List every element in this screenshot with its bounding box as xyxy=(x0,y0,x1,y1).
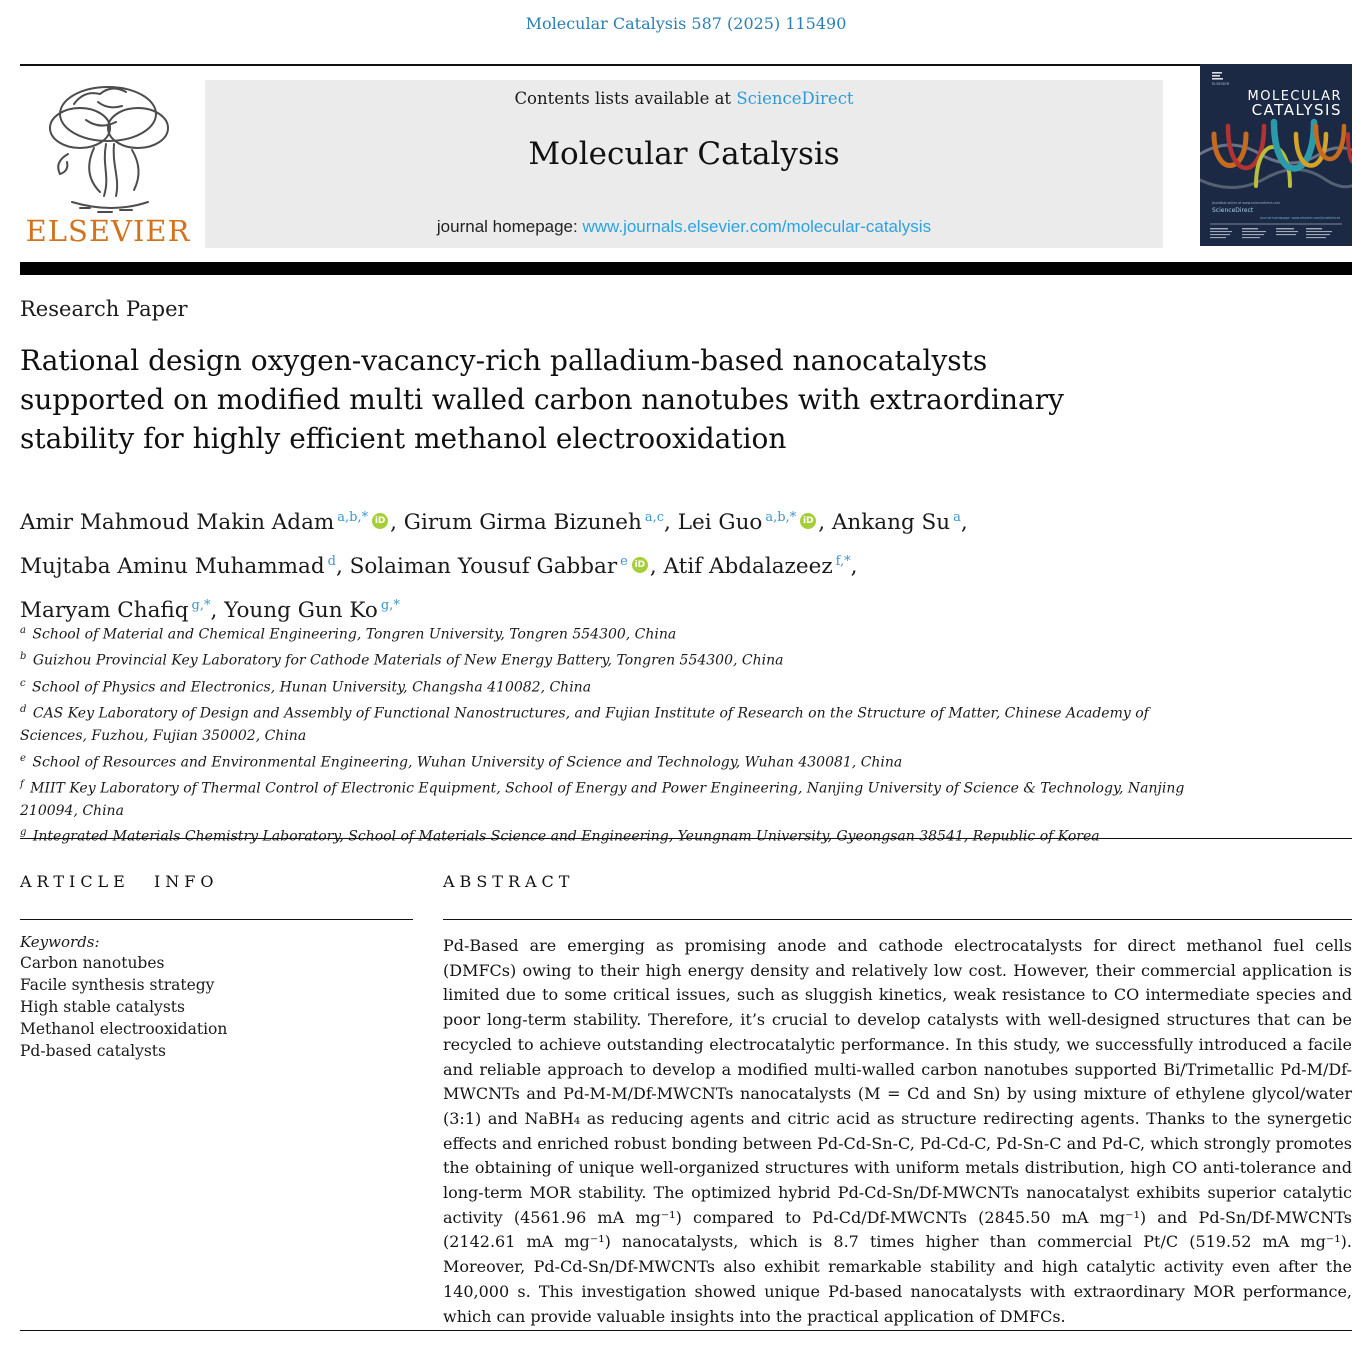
affiliation-line: $^d$ CAS Key Laboratory of Design and Assembly of Functional Nanostructures, and Fujian Institute of Research on the Structure of Matter, Chinese Academy of Sciences, Fuzhou, Fujian 350002, China xyxy=(20,704,1149,744)
orcid-icon[interactable]: iD xyxy=(632,557,648,573)
cover-title-line2: CATALYSIS xyxy=(1251,101,1342,119)
keyword-item: Methanol electrooxidation xyxy=(20,1020,228,1038)
author-name: Atif Abdalazeez xyxy=(663,554,833,580)
keyword-item: Facile synthesis strategy xyxy=(20,976,215,994)
affiliation-line: $^f$ MIIT Key Laboratory of Thermal Control of Electronic Equipment, School of Energy and Power Engineering, Nanjing University of Science & Technology, Nanjing 210094, China xyxy=(20,779,1185,819)
author-name: Amir Mahmoud Makin Adam xyxy=(20,510,335,536)
journal-cover-thumbnail[interactable] xyxy=(1200,64,1352,246)
cover-sciencedirect-label: ScienceDirect xyxy=(1212,207,1254,214)
author-affiliation-sup: e xyxy=(620,554,628,570)
author-list: Amir Mahmoud Makin Adam $^{a,b,*}$ iD , Girum Girma Bizuneh $^{a,c}$, Lei Guo $^{a,b,*}$ iD , Ankang Su $^a$, Mujtaba Aminu Muhammad $^d$, Solaiman Yousuf Gabbar $^e$ iD , Atif Abdalazeez $^{f,*}$, Maryam Chafiq $^{g,*}$, Young Gun Ko $^{g,*}$ xyxy=(20,510,968,624)
elsevier-logo xyxy=(20,74,196,250)
author-name: Girum Girma Bizuneh xyxy=(403,510,642,536)
author-affiliation-sup: a,c xyxy=(644,510,665,525)
author-affiliation-sup: g,* xyxy=(191,598,211,614)
top-divider xyxy=(20,64,1352,66)
abstract-column xyxy=(443,872,1352,1329)
author-affiliation-sup: a,b,* xyxy=(765,510,797,525)
section-divider xyxy=(20,838,1352,839)
sciencedirect-link[interactable]: ScienceDirect xyxy=(736,89,854,108)
contents-line xyxy=(205,89,1163,108)
affiliation-line: $^c$ School of Physics and Electronics, Hunan University, Changsha 410082, China xyxy=(20,677,592,696)
abstract-rule xyxy=(443,919,1352,920)
abstract-heading: ABSTRACT xyxy=(443,872,575,891)
cover-homepage-text: journal homepage: www.elsevier.com/locate/mcat xyxy=(1260,216,1340,220)
cover-title-line1: MOLECULAR xyxy=(1247,89,1342,104)
cover-available-online-text: Available online at www.sciencedirect.com xyxy=(1212,201,1280,205)
contents-prefix: Contents lists available at xyxy=(514,89,737,108)
author-affiliation-sup: g,* xyxy=(380,598,400,614)
author-name: Young Gun Ko xyxy=(224,598,378,624)
citation-link[interactable]: Molecular Catalysis 587 (2025) 115490 xyxy=(525,14,847,33)
elsevier-wordmark: ELSEVIER xyxy=(25,214,191,248)
author-affiliation-sup: f,* xyxy=(835,554,851,570)
elsevier-tree-logo xyxy=(28,74,188,216)
author-name: Solaiman Yousuf Gabbar xyxy=(349,554,618,580)
affiliation-line: $^a$ School of Material and Chemical Engineering, Tongren University, Tongren 554300, China xyxy=(20,625,677,643)
keywords-label: Keywords: xyxy=(20,933,100,951)
header-black-bar xyxy=(20,262,1352,275)
article-type-label: Research Paper xyxy=(20,297,188,321)
journal-title: Molecular Catalysis xyxy=(528,136,840,172)
author-name: Maryam Chafiq xyxy=(20,598,189,624)
author-affiliation-sup: a,b,* xyxy=(337,510,369,525)
homepage-prefix: journal homepage: xyxy=(436,217,583,236)
keyword-item: Pd-based catalysts xyxy=(20,1042,166,1060)
affiliation-line: $^e$ School of Resources and Environmental Engineering, Wuhan University of Science and Technology, Wuhan 430081, China xyxy=(20,752,903,771)
journal-banner xyxy=(205,80,1163,248)
keyword-item: High stable catalysts xyxy=(20,998,185,1016)
svg-text:ELSEVIER: ELSEVIER xyxy=(1212,82,1230,86)
keywords-list xyxy=(20,952,413,1062)
orcid-icon[interactable]: iD xyxy=(800,513,816,529)
author-affiliation-sup: a xyxy=(953,510,961,525)
article-title: Rational design oxygen-vacancy-rich palladium-based nanocatalysts supported on modified multi walled carbon nanotubes with extraordinary stability for highly efficient methanol electrooxidation xyxy=(20,344,1064,455)
bottom-divider xyxy=(20,1330,1352,1331)
article-info-column xyxy=(20,872,413,1062)
keyword-item: Carbon nanotubes xyxy=(20,954,165,972)
citation-line xyxy=(0,14,1372,33)
article-info-heading: ARTICLE INFO xyxy=(20,872,219,891)
journal-cover-art xyxy=(1200,64,1352,246)
orcid-icon[interactable]: iD xyxy=(372,513,388,529)
abstract-text: Pd-Based are emerging as promising anode and cathode electrocatalysts for direct methanol fuel cells (DMFCs) owing to their high energy density and relatively low cost. However, their commercial application is limited due to some critical issues, such as sluggish kinetics, weak resistance to CO intermediate species and poor long-term stability. Therefore, it’s crucial to develop catalysts with well-designed structures that can be recycled to achieve outstanding electrocatalytic performance. In this study, we successfully introduced a facile and reliable approach to develop a modified multi-walled carbon nanotubes supported Bi/Trimetallic Pd-M/Df-MWCNTs and Pd-M-M/Df-MWCNTs nanocatalysts (M = Cd and Sn) by using mixture of ethylene glycol/water (3:1) and NaBH₄ as reducing agents and citric acid as structure redirecting agents. Thanks to the synergetic effects and enriched robust bonding between Pd-Cd-Sn-C, Pd-Cd-C, Pd-Sn-C and Pd-C, which strongly promotes the obtaining of unique well-organized structures with uniform metals distribution, high CO anti-tolerance and long-term MOR stability. The optimized hybrid Pd-Cd-Sn/Df-MWCNTs nanocatalyst exhibits superior catalytic activity (4561.96 mA mg⁻¹) compared to Pd-Cd/Df-MWCNTs (2845.50 mA mg⁻¹) and Pd-Sn/Df-MWCNTs (2142.61 mA mg⁻¹) nanocatalysts, which is 8.7 times higher than commercial Pt/C (519.52 mA mg⁻¹). Moreover, Pd-Cd-Sn/Df-MWCNTs also exhibit remarkable stability and high catalytic activity even after the 140,000 s. This investigation showed unique Pd-based nanocatalysts with extraordinary MOR performance, which can provide valuable insights into the practical application of DMFCs. xyxy=(443,936,1352,1326)
author-name: Lei Guo xyxy=(677,510,763,536)
homepage-line xyxy=(205,217,1163,237)
author-affiliation-sup: d xyxy=(327,554,336,570)
affiliation-line: $^b$ Guizhou Provincial Key Laboratory for Cathode Materials of New Energy Battery, Tongren 554300, China xyxy=(20,651,784,670)
homepage-link[interactable]: www.journals.elsevier.com/molecular-catalysis xyxy=(582,217,932,236)
affiliation-line: $^g$ Integrated Materials Chemistry Laboratory, School of Materials Science and Engineering, Yeungnam University, Gyeongsan 38541, Republic of Korea xyxy=(20,827,1100,845)
author-name: Ankang Su xyxy=(831,510,951,536)
affiliation-list xyxy=(20,620,1192,849)
article-info-rule xyxy=(20,919,413,920)
author-name: Mujtaba Aminu Muhammad xyxy=(20,554,325,580)
